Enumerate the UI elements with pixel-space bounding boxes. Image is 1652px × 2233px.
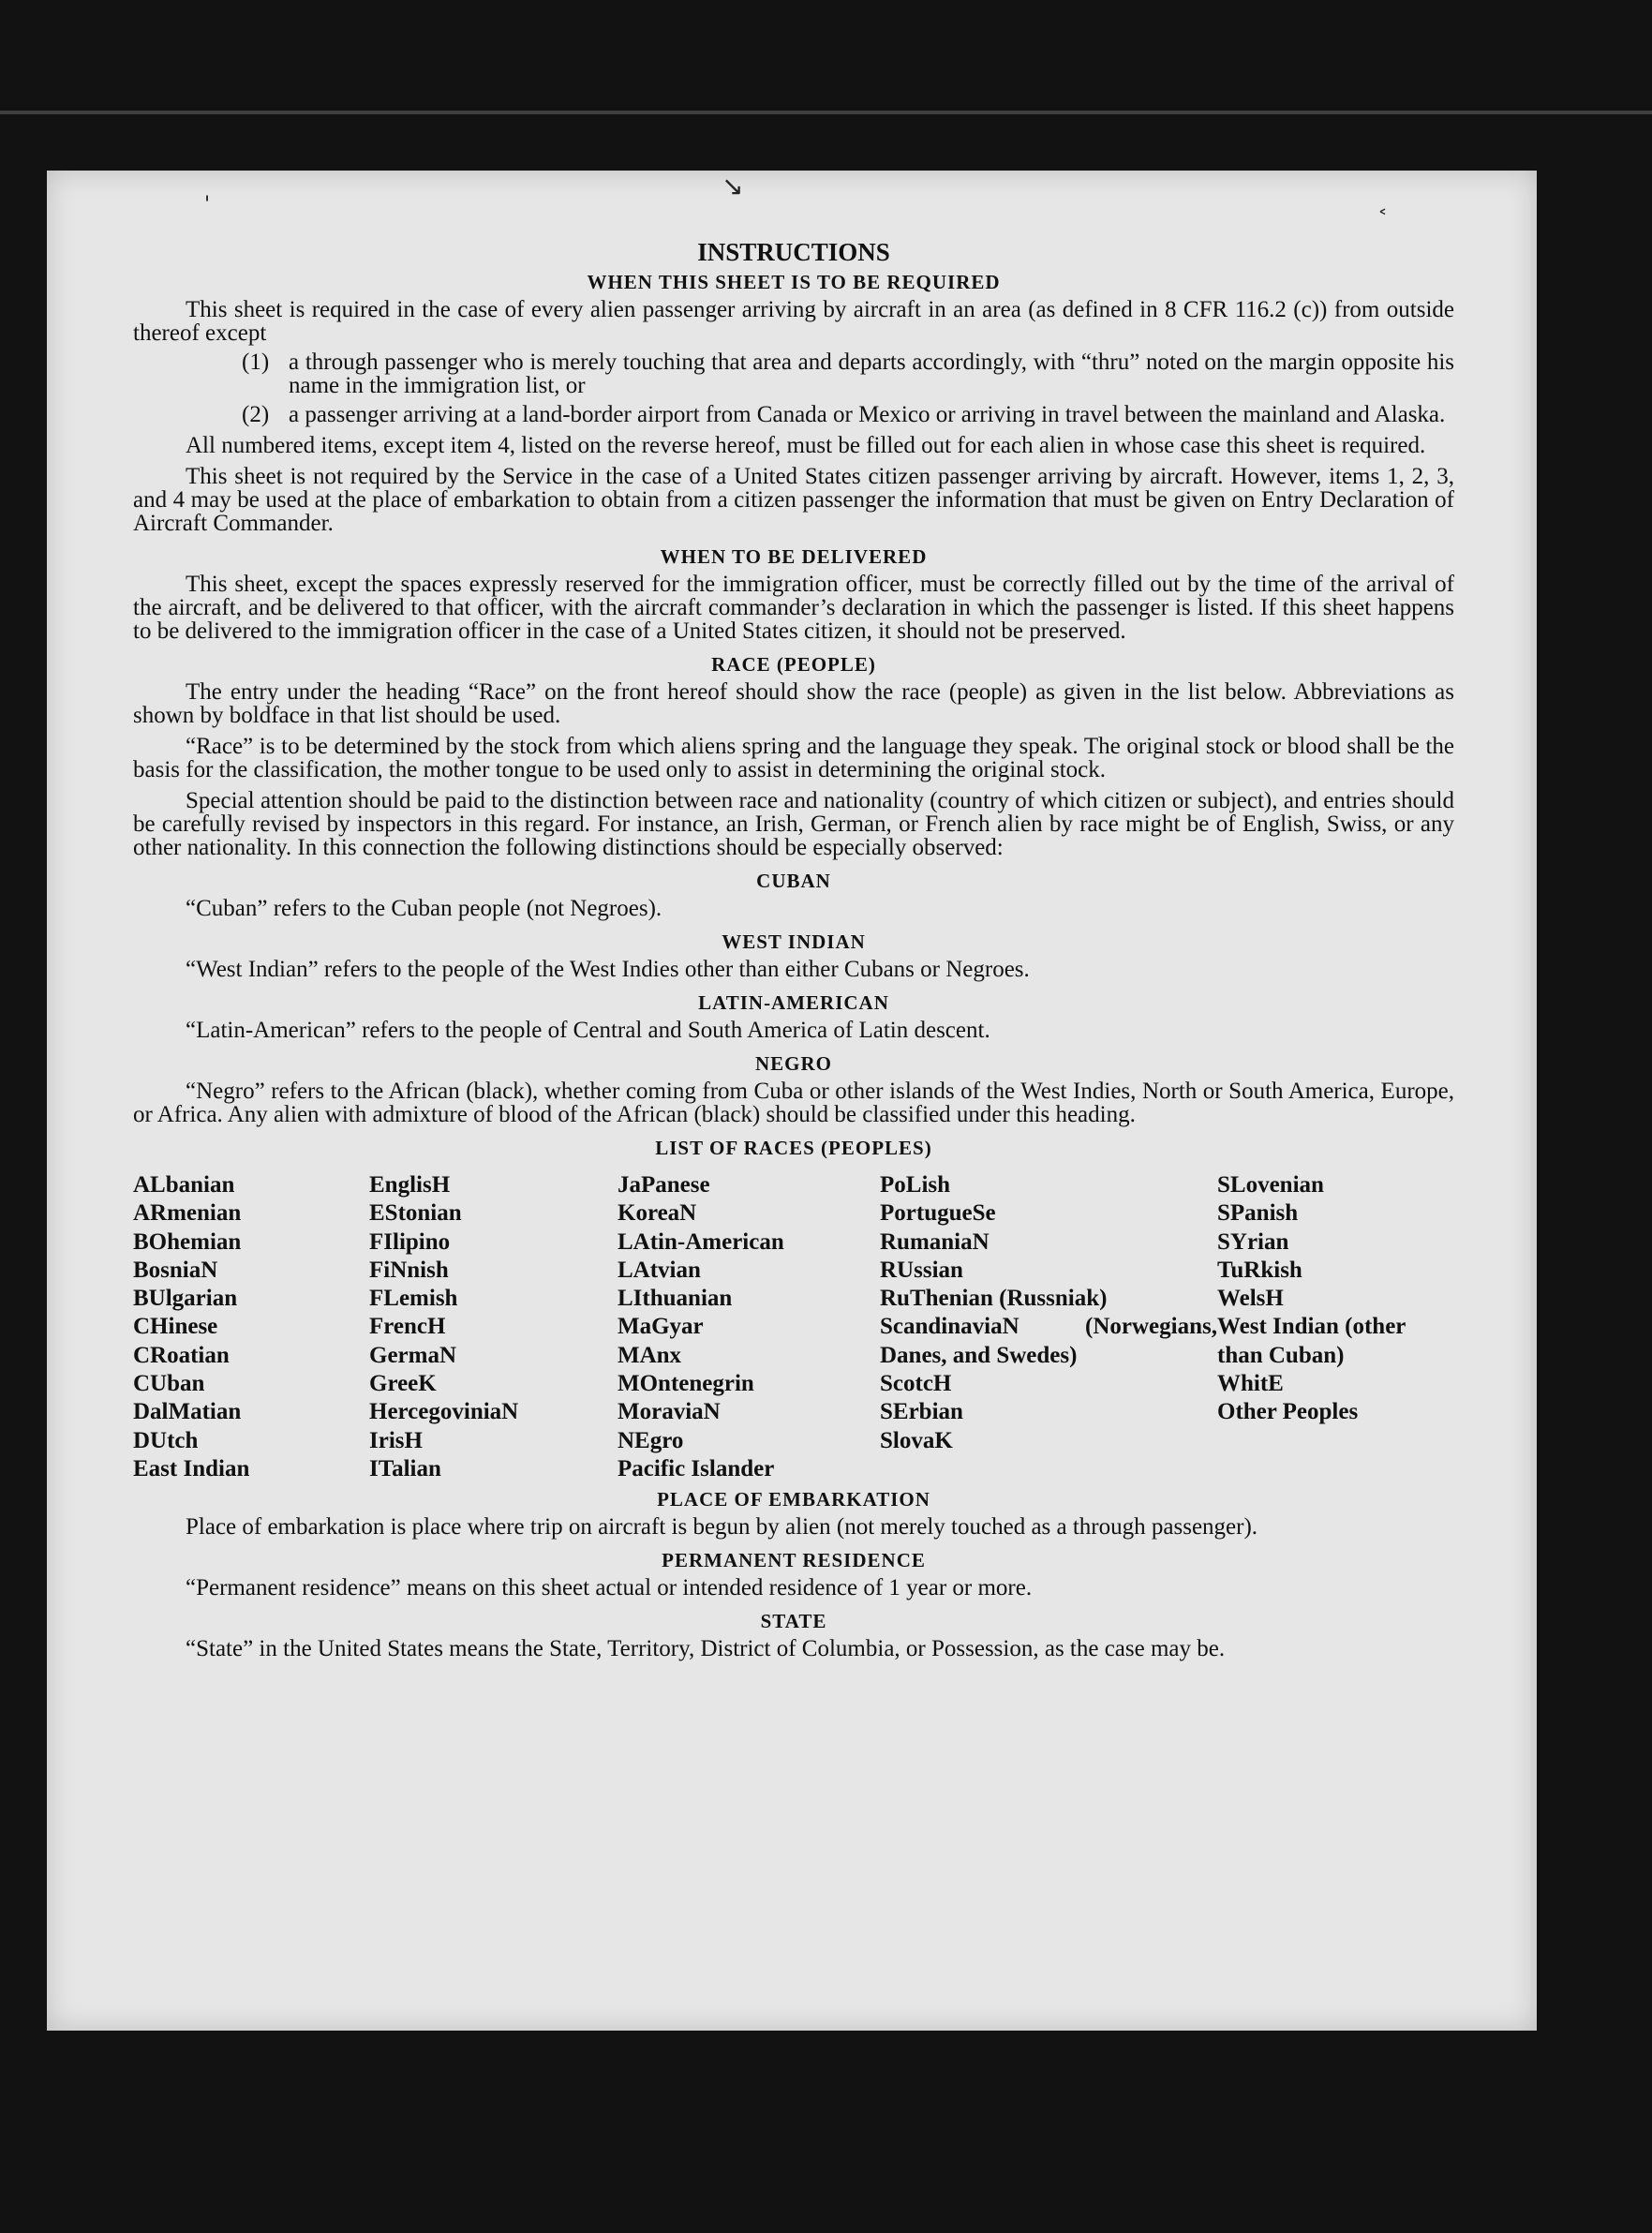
race-entry: GreeK	[369, 1371, 437, 1397]
exception-number-2: (2)	[242, 402, 270, 427]
para-negro: “Negro” refers to the African (black), whether coming from Cuba or other islands of the West Indies, North or South America, Europe, or Africa. Any alien with admixture of blood of the African (black) should be classified under this heading.	[133, 1079, 1454, 1127]
race-entry: FLemish	[369, 1286, 458, 1312]
heading-cuban: CUBAN	[756, 870, 831, 892]
race-entry: MaGyar	[618, 1314, 704, 1340]
race-entry: SErbian	[880, 1399, 963, 1425]
race-entry: CRoatian	[133, 1342, 230, 1368]
race-entry: RumaniaN	[880, 1228, 990, 1255]
exception-text-2: a passenger arriving at a land-border airport from Canada or Mexico or arriving in travel between the mainland and Alaska.	[289, 402, 1446, 427]
exception-number-1: (1)	[242, 350, 270, 375]
para-when-required-intro: This sheet is required in the case of every alien passenger arriving by aircraft in an area (as defined in 8 CFR 116.2 (c)) from outside thereof except	[133, 297, 1454, 346]
heading-when-required: WHEN THIS SHEET IS TO BE REQUIRED	[587, 271, 1001, 293]
heading-state: STATE	[760, 1610, 827, 1633]
race-entry: MAnx	[618, 1342, 682, 1368]
race-entry: IrisH	[369, 1427, 423, 1453]
race-entry: KoreaN	[618, 1200, 697, 1227]
race-entry: ScotcH	[880, 1371, 952, 1397]
para-latin-american: “Latin-American” refers to the people of Central and South America of Latin descent.	[186, 1018, 990, 1043]
race-entry: LIthuanian	[618, 1286, 733, 1312]
race-entry: West Indian (other than Cuban)	[1217, 1314, 1406, 1368]
page-title: INSTRUCTIONS	[697, 238, 890, 266]
heading-race: RACE (PEOPLE)	[711, 653, 876, 676]
races-column-1	[133, 1171, 369, 1483]
race-entry: ALbanian	[133, 1172, 235, 1198]
para-place-of-embarkation: Place of embarkation is place where trip on aircraft is begun by alien (not merely touched as a through passenger).	[186, 1514, 1258, 1541]
race-entry: DalMatian	[133, 1399, 242, 1425]
race-entry: FiNnish	[369, 1257, 449, 1283]
exception-item-2	[242, 403, 1454, 426]
race-entry: GermaN	[369, 1342, 457, 1368]
race-entry: BUlgarian	[133, 1286, 238, 1312]
para-when-delivered: This sheet, except the spaces expressly reserved for the immigration officer, must be correctly filled out by the time of the arrival of the aircraft, and be delivered to that officer, with the aircraft commander’s declaration in which the passenger is listed. If this sheet happens to be delivered to the immigration officer in the case of a United States citizen, it should not be preserved.	[133, 572, 1454, 644]
para-west-indian: “West Indian” refers to the people of the West Indies other than either Cubans or Negroes.	[186, 957, 1030, 982]
race-entry: MOntenegrin	[618, 1371, 754, 1397]
race-entry: SLovenian	[1217, 1172, 1324, 1198]
para-race-3: Special attention should be paid to the distinction between race and nationality (country of which citizen or subject), and entries should be carefully revised by inspectors in this regard. For instance, an Irish, German, or French alien by race might be of English, Swiss, or any other nationality. In this connection the following distinctions should be especially observed:	[133, 788, 1454, 860]
heading-negro: NEGRO	[754, 1052, 832, 1075]
race-entry: TuRkish	[1217, 1257, 1302, 1283]
race-entry: LAtin-American	[618, 1228, 784, 1255]
race-entry: WhitE	[1217, 1371, 1284, 1397]
races-list	[133, 1171, 1454, 1483]
race-entry: FrencH	[369, 1314, 446, 1340]
scan-border-line	[0, 111, 1652, 114]
race-entry: RuThenian (Russniak)	[880, 1286, 1108, 1312]
exception-text-1: a through passenger who is merely touching that area and departs accordingly, with “thru” noted on the margin opposite his name in the immigration list, or	[289, 350, 1454, 398]
race-entry: SYrian	[1217, 1228, 1289, 1255]
race-entry: SPanish	[1217, 1200, 1299, 1227]
race-entry: JaPanese	[618, 1172, 710, 1198]
exception-item-1	[242, 350, 1454, 397]
para-numbered-items: All numbered items, except item 4, listed on the reverse hereof, must be filled out for each alien in whose case this sheet is required.	[186, 433, 1426, 458]
race-entry: ScandinaviaN (Norwegians, Danes, and Swedes)	[880, 1314, 1217, 1368]
heading-west-indian: WEST INDIAN	[722, 930, 866, 953]
speck-mark: ˂	[1377, 208, 1388, 231]
race-entry: PoLish	[880, 1172, 951, 1198]
races-column-3	[618, 1171, 880, 1483]
race-entry: CUban	[133, 1371, 205, 1397]
race-entry: ARmenian	[133, 1200, 242, 1227]
race-entry: FIlipino	[369, 1228, 451, 1255]
race-entry: BosniaN	[133, 1257, 218, 1283]
race-entry: BOhemian	[133, 1228, 242, 1255]
race-entry: CHinese	[133, 1314, 218, 1340]
para-state: “State” in the United States means the State, Territory, District of Columbia, or Possession, as the case may be.	[186, 1636, 1226, 1662]
race-entry: East Indian	[133, 1455, 250, 1481]
race-entry: Pacific Islander	[618, 1455, 775, 1481]
race-entry: WelsH	[1217, 1286, 1284, 1312]
race-entry: NEgro	[618, 1427, 684, 1453]
race-entry: EStonian	[369, 1200, 462, 1227]
para-permanent-residence: “Permanent residence” means on this sheet actual or intended residence of 1 year or more.	[186, 1575, 1033, 1601]
race-entry: MoraviaN	[618, 1399, 721, 1425]
para-cuban: “Cuban” refers to the Cuban people (not Negroes).	[186, 896, 662, 921]
race-entry: EnglisH	[369, 1172, 451, 1198]
para-race-1: The entry under the heading “Race” on the front hereof should show the race (people) as given in the list below. Abbreviations as shown by boldface in that list should be used.	[133, 679, 1454, 728]
instructions-content	[133, 238, 1454, 1660]
race-entry: DUtch	[133, 1427, 199, 1453]
heading-latin-american: LATIN-AMERICAN	[698, 991, 889, 1014]
race-entry: PortugueSe	[880, 1200, 996, 1227]
heading-permanent-residence: PERMANENT RESIDENCE	[662, 1549, 926, 1572]
para-race-2: “Race” is to be determined by the stock from which aliens spring and the language they speak. The original stock or blood shall be the basis for the classification, the mother tongue to be used only to assist in determining the original stock.	[133, 734, 1454, 782]
speck-mark: '	[204, 193, 211, 216]
race-entry: SlovaK	[880, 1427, 953, 1453]
race-entry: HercegoviniaN	[369, 1399, 519, 1425]
race-entry: LAtvian	[618, 1257, 701, 1283]
heading-list-of-races: LIST OF RACES (PEOPLES)	[655, 1137, 932, 1159]
races-column-5	[1217, 1171, 1454, 1483]
document-page	[47, 171, 1537, 2031]
race-entry: Other Peoples	[1217, 1399, 1359, 1425]
para-citizen-not-required: This sheet is not required by the Service in the case of a United States citizen passenger arriving by aircraft. However, items 1, 2, 3, and 4 may be used at the place of embarkation to obtain from a citizen passenger the information that must be given on Entry Declaration of Aircraft Commander.	[133, 464, 1454, 536]
race-entry: RUssian	[880, 1257, 963, 1283]
staple-mark: ↘	[722, 171, 744, 201]
heading-when-delivered: WHEN TO BE DELIVERED	[660, 545, 928, 568]
races-column-2	[369, 1171, 618, 1483]
heading-place-of-embarkation: PLACE OF EMBARKATION	[657, 1488, 930, 1511]
race-entry: ITalian	[369, 1455, 441, 1481]
races-column-4	[880, 1171, 1217, 1483]
